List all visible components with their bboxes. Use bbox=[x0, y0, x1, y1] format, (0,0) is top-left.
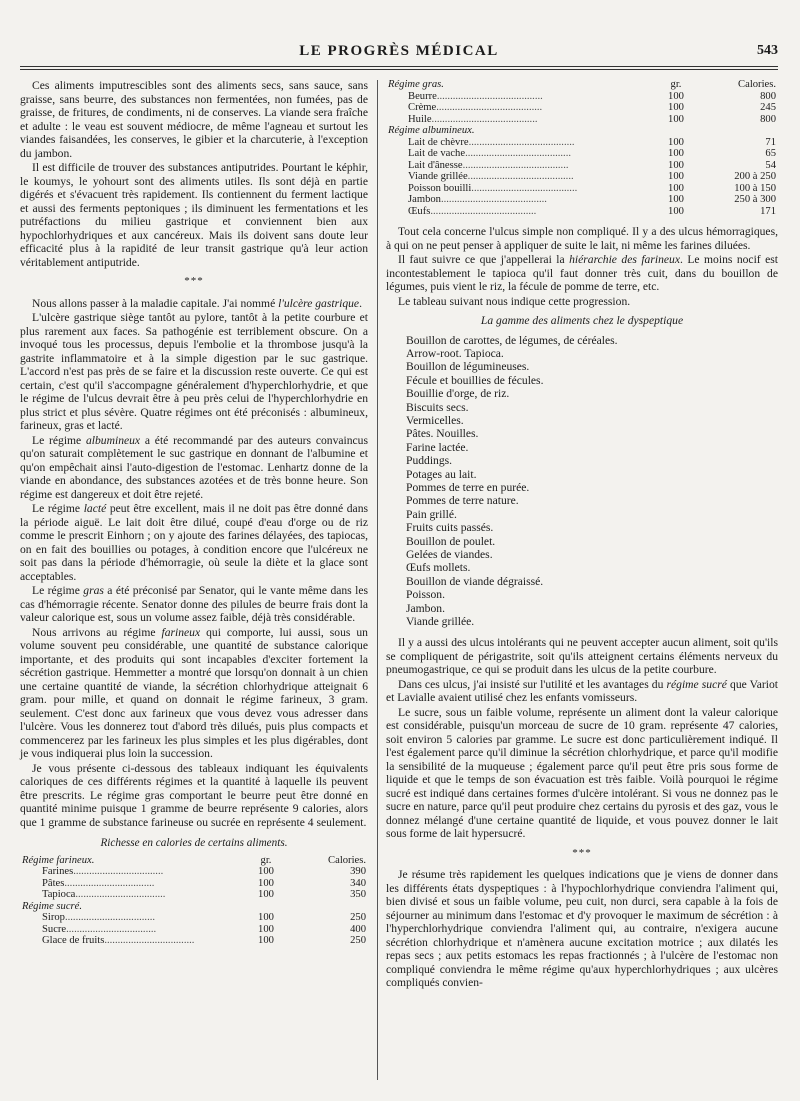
list-item: Gelées de viandes. bbox=[406, 548, 493, 561]
table-row: Sirop.................................. 100 250 bbox=[42, 912, 366, 923]
table-title: Richesse en calories de certains aliments. bbox=[100, 837, 288, 849]
list-item: Farine lactée. bbox=[406, 440, 469, 454]
paragraph: Je vous présente ci-dessous des tableaux indiquant les équivalents caloriques de ces différents régimes et la quantité à laquelle ils peuvent être prescrits. Le régime gras comportant le beurre peut être donné en quantité minime puisque 1 gramme de beurre représente 9 calories, alors que 1 gramme de substance farineuse ou sucrée en représente 4 seulement. bbox=[20, 761, 368, 829]
list-item: Bouillie d'orge, de riz. bbox=[406, 387, 510, 401]
table-category-row: Régime sucré. bbox=[22, 900, 83, 912]
section-break-asterisks: *** bbox=[572, 846, 592, 859]
paragraph: Il faut suivre ce que j'appellerai la hiérarchie des farineux. Le moins nocif est incontestablement le tapioca qu'il faut donner très cuit, dans du bouillon de légumes, puis vient le riz, la fécule de pomme de terre, etc. bbox=[386, 253, 779, 293]
list-item: Bouillon de carottes, de légumes, de céréales. bbox=[406, 333, 618, 347]
table-category-row: Régime albumineux. bbox=[388, 125, 475, 136]
right-column bbox=[386, 79, 778, 990]
table-row: Glace de fruits.................................. 100 250 bbox=[42, 935, 366, 946]
list-item: Bouillon de viande dégraissé. bbox=[406, 574, 544, 588]
list-item: Arrow-root. Tapioca. bbox=[406, 346, 504, 360]
list-item: Jambon. bbox=[406, 601, 445, 615]
paragraph: Le régime gras a été préconisé par Senator, qui le vante même dans les cas d'hémorragie récente. Senator donne des pilules de beurre frais dont la valeur calorique est, sous un volume assez faible, déjà très considérable. bbox=[20, 584, 368, 624]
table-row: Lait d'ânesse........................................ 100 54 bbox=[408, 159, 776, 171]
header-rule-top bbox=[20, 66, 778, 67]
table-row: Huile........................................ 100 800 bbox=[408, 113, 776, 125]
list-item: Pain grillé. bbox=[406, 507, 457, 521]
list-item: Œufs mollets. bbox=[406, 561, 471, 575]
list-item: Pâtes. Nouilles. bbox=[406, 427, 479, 441]
journal-title: LE PROGRÈS MÉDICAL bbox=[299, 43, 499, 59]
gamme-title: La gamme des aliments chez le dyspeptique bbox=[480, 314, 684, 327]
header-rule-bottom bbox=[20, 69, 778, 70]
paragraph: L'ulcère gastrique siège tantôt au pylore, tantôt à la petite courbure et plus rarement aux faces. Sa pathogénie est terriblement obscure. On a invoqué tous les processus, depuis l'embolie et la thrombose jusqu'à la gastrite inflammatoire et à la simple digestion par le suc gastrique. L'accord n'est pas près de se faire et la discussion reste ouverte. Ce qui est certain, c'est qu'il s'accompagne généralement d'hyperchlorhydrie, et que le régime de l'ulcus devrait être à peu près celui de l'hyperchlorhydrie en plus strict et plus sévère. Quatre régimes ont été préconisés : albumineux, farineux, gras et lacté. bbox=[20, 311, 368, 432]
paragraph: Le tableau suivant nous indique cette progression. bbox=[398, 294, 631, 308]
gamme-list bbox=[406, 334, 778, 629]
table-row: Viande grillée........................................ 100 200 à 250 bbox=[408, 171, 776, 182]
table-header-row: Régime farineux. gr. Calories. bbox=[22, 854, 366, 866]
calorie-table-right bbox=[386, 79, 778, 217]
list-item: Bouillon de légumineuses. bbox=[406, 360, 530, 374]
table-row: Tapioca.................................. 100 350 bbox=[42, 889, 366, 900]
paragraph: Dans ces ulcus, j'ai insisté sur l'utilité et les avantages du régime sucré que Variot et Lavialle avaient utilisé chez les enfants vomisseurs. bbox=[386, 677, 778, 705]
list-item: Fécule et bouillies de fécules. bbox=[406, 373, 544, 387]
left-column bbox=[20, 79, 368, 947]
table-row: Jambon........................................ 100 250 à 300 bbox=[408, 194, 776, 205]
list-item: Fruits cuits passés. bbox=[406, 521, 494, 535]
list-item: Viande grillée. bbox=[406, 615, 475, 629]
paragraph: Le sucre, sous un faible volume, représente un aliment dont la valeur calorique est considérable, puisqu'un morceau de sucre de 10 gram. représente 47 calories, soit environ 5 calories par gramme. Le sucre est donc particulièrement indiqué. Il l'est également parce qu'il diminue la sécrétion chlorhydrique, et parce qu'il modifie la sensibilité de la muqueuse ; également parce qu'il peut être pris sous forme de liquide et que le temps de son évacuation est très faible. Voilà pourquoi le régime sucré est indiqué dans certaines formes d'ulcère intolérant. Si vous ne donnez pas le sucre en nature, parce qu'il peut produire chez certains du pyrosis et des gaz, vous le donnez mélangé d'une certaine quantité de liquide, et vous pouvez donner le lait sous forme de lait hypersucré. bbox=[386, 705, 778, 841]
table-row: Œufs........................................ 100 171 bbox=[408, 205, 776, 217]
table-row: Pâtes.................................. 100 340 bbox=[42, 877, 366, 889]
calorie-table-left bbox=[20, 855, 368, 947]
paragraph: Nous arrivons au régime farineux qui comporte, lui aussi, sous un volume souvent peu considérable, une quantité de substance calorique importante, et des produits qui sont incapables d'exciter fortement la sécrétion gastrique. Hemmetter a montré que lorsqu'on donnait à un chien une certaine quantité de viande, la sécrétion chlorhydrique atteignait 6 gram. pour mille, et quand on donnait le régime farineux, 3 gram. seulement. C'est donc aux farineux que vous devez vous adresser dans l'ulcère. Vous les donnerez tout d'abord très dilués, puis plus compacts et commencerez par les farineux les plus simples et les plus digérables, dont je vous indiquerai plus loin la succession. bbox=[20, 625, 368, 760]
list-item: Puddings. bbox=[406, 454, 453, 468]
paragraph: Nous allons passer à la maladie capitale. J'ai nommé l'ulcère gastrique. bbox=[32, 296, 362, 310]
paragraph: Je résume très rapidement les quelques indications que je viens de donner dans les différents états dyspeptiques : à l'hypochlorhydrique conviendra l'aliment qui, bien divisé et sous un faible volume, peu cuit, non durci, sera capable à la fois de séjourner au minimum dans l'estomac et d'y provoquer le maximum de sécrétion : à l'hyperchlorhydrique conviendra l'aliment qui, au contraire, n'exigera aucune sécrétion chlorhydrique et n'amènera aucune excitation motrice ; aux dilatés les repas secs ; aux petits estomacs les repas fractionnés ; à l'ulcère de l'estomac non compliqué conviendra le même régime qu'aux hyperchlorhydriques ; aux ulcères compliqués convien- bbox=[386, 868, 778, 990]
list-item: Vermicelles. bbox=[406, 413, 464, 427]
paragraph: Ces aliments imputrescibles sont des aliments secs, sans sauce, sans graisse, sans beurre, des substances non fermentées, non fumées, pas de graisse, de fritures, de condiments, ni de conserves. La viande sera fraîche et adulte : le veau est souvent médiocre, de même l'agneau et surtout les viandes faisandées, les conserves, le gibier et la charcuterie, à l'exception du jambon. bbox=[20, 79, 368, 160]
list-item: Biscuits secs. bbox=[406, 400, 469, 414]
table-header-row: Régime gras. gr. Calories. bbox=[388, 79, 776, 90]
list-item: Pommes de terre en purée. bbox=[406, 480, 530, 494]
list-item: Potages au lait. bbox=[406, 467, 477, 481]
table-row: Farines.................................. 100 390 bbox=[42, 866, 366, 877]
column-divider bbox=[377, 80, 378, 1080]
table-row: Poisson bouilli........................................ 100 100 à 150 bbox=[408, 182, 776, 194]
table-row: Lait de vache........................................ 100 65 bbox=[408, 148, 776, 159]
list-item: Pommes de terre nature. bbox=[406, 494, 519, 508]
page-header bbox=[20, 40, 778, 64]
table-row: Lait de chèvre........................................ 100 71 bbox=[408, 136, 776, 148]
section-break-asterisks: *** bbox=[184, 275, 204, 287]
table-row: Beurre........................................ 100 800 bbox=[408, 90, 776, 102]
list-item: Poisson. bbox=[406, 588, 445, 602]
table-row: Crème........................................ 100 245 bbox=[408, 102, 776, 113]
paragraph: Le régime lacté peut être excellent, mais il ne doit pas être donné dans la période aiguë. Le lait doit être dilué, coupé d'eau d'orge ou de riz comme le prescrit Einhorn ; on y ajoute des farines délayées, des tapiocas, on en fait des bouillies ou potages, à condition encore que l'ulcéreux ne soit pas dans la période d'hémorragie, où seule la diète et la glace sont acceptables. bbox=[20, 502, 368, 583]
page-number: 543 bbox=[757, 43, 778, 58]
table-row: Sucre.................................. 100 400 bbox=[42, 923, 366, 935]
list-item: Bouillon de poulet. bbox=[406, 534, 496, 548]
paragraph: Tout cela concerne l'ulcus simple non compliqué. Il y a des ulcus hémorragiques, à qui on ne peut penser à appliquer de suite le lait, ni même les farines diluées. bbox=[386, 225, 778, 252]
paragraph: Il y a aussi des ulcus intolérants qui ne peuvent accepter aucun aliment, soit qu'ils se compliquent de périgastrite, soit qu'ils atteignent certains éléments nerveux du pneumogastrique, ce qui se produit dans les ulcus de la petite courbure. bbox=[386, 636, 778, 677]
paragraph: Le régime albumineux a été recommandé par des auteurs convaincus qu'on saturait complètement le suc gastrique en donnant de l'albumine et qu'on empêchait ainsi l'auto-digestion de l'estomac. Lenhartz donne de la viande en abondance, des substances azotées et de très bonne heure. Son régime est dangereux et doit être rejeté. bbox=[20, 433, 368, 501]
paragraph: Il est difficile de trouver des substances antiputrides. Pourtant le képhir, le koumys, le yohourt sont des aliments utiles. Ils sont déjà en partie digérés et s'évacuent très rapidement. Ils contiennent du ferment lactique et aussi des ferments peptoniques ; ils diminuent les fermentations et les putréfactions du milieu gastrique et conviennent bien aux hypochlorhydriques et aux cancéreux. Mais ils doivent sans doute leur efficacité plus à la rapidité de leur transit gastrique qu'à leur action véritablement antiputride. bbox=[20, 161, 368, 269]
